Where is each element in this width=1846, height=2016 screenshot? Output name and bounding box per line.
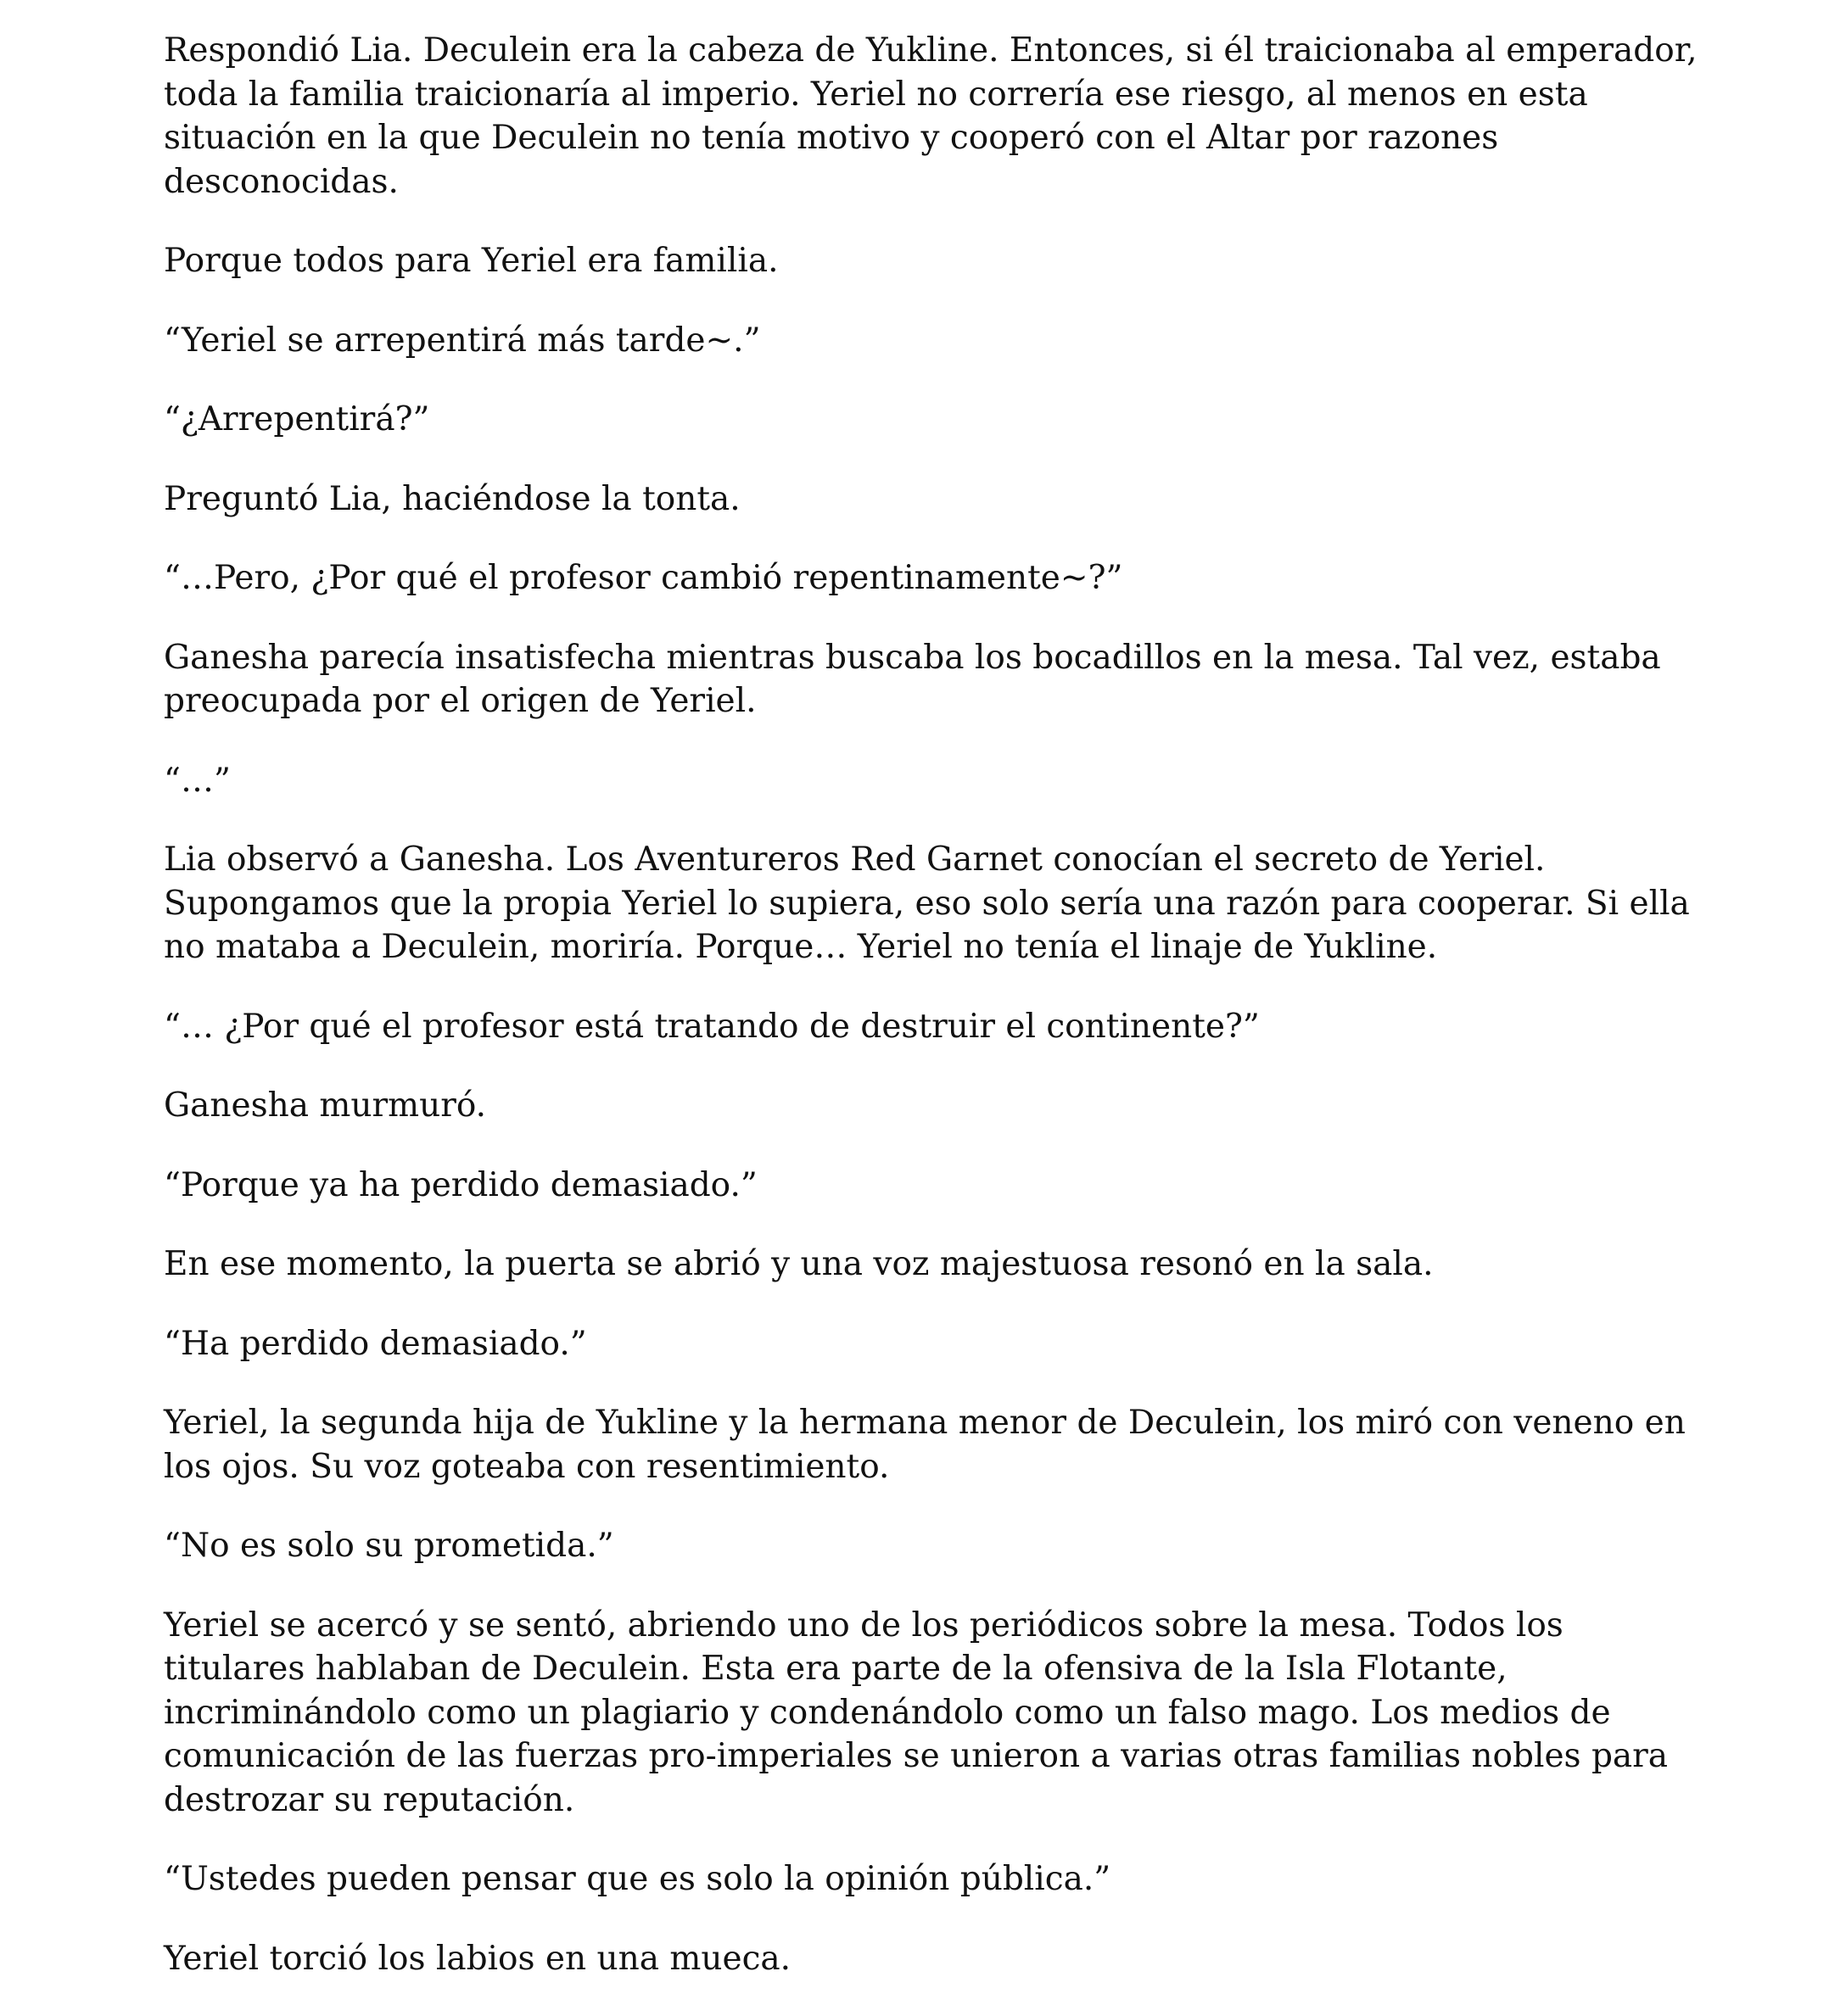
document-page <box>164 29 1708 2016</box>
paragraph: Ganesha murmuró. <box>164 1086 487 1125</box>
paragraph: “Ustedes pueden pensar que es solo la opinión pública.” <box>164 1860 1111 1898</box>
paragraph: Yeriel se acercó y se sentó, abriendo uno de los periódicos sobre la mesa. Todos los titulares hablaban de Deculein. Esta era parte de la ofensiva de la Isla Flotante, incriminándolo como un plagiario y condenándolo como un falso mago. Los medios de comunicación de las fuerzas pro-imperiales se unieron a varias otras familias nobles para destrozar su reputación. <box>164 1606 1669 1819</box>
paragraph: “…” <box>164 761 231 800</box>
paragraph: Respondió Lia. Deculein era la cabeza de Yukline. Entonces, si él traicionaba al emperador, toda la familia traicionaría al imperio. Yeriel no correría ese riesgo, al menos en esta situación en la que Deculein no tenía motivo y cooperó con el Altar por razones desconocidas. <box>164 31 1698 201</box>
paragraph: “No es solo su prometida.” <box>164 1527 614 1565</box>
paragraph: En ese momento, la puerta se abrió y una voz majestuosa resonó en la sala. <box>164 1245 1434 1283</box>
paragraph: “Ha perdido demasiado.” <box>164 1324 587 1363</box>
paragraph: Preguntó Lia, haciéndose la tonta. <box>164 479 741 518</box>
paragraph: “… ¿Por qué el profesor está tratando de destruir el continente?” <box>164 1007 1260 1046</box>
paragraph: Lia observó a Ganesha. Los Aventureros Red Garnet conocían el secreto de Yeriel. Supongamos que la propia Yeriel lo supiera, eso solo sería una razón para cooperar. Si ella no mataba a Deculein, moriría. Porque… Yeriel no tenía el linaje de Yukline. <box>164 840 1690 966</box>
paragraph: “¿Arrepentirá?” <box>164 400 430 438</box>
paragraph: “Yeriel se arrepentirá más tarde~.” <box>164 321 761 360</box>
paragraph: Ganesha parecía insatisfecha mientras buscaba los bocadillos en la mesa. Tal vez, estaba preocupada por el origen de Yeriel. <box>164 638 1661 720</box>
paragraph: Yeriel, la segunda hija de Yukline y la hermana menor de Deculein, los miró con veneno en los ojos. Su voz goteaba con resentimiento. <box>164 1404 1686 1486</box>
paragraph: Yeriel torció los labios en una mueca. <box>164 1939 792 1978</box>
paragraph: “Porque ya ha perdido demasiado.” <box>164 1165 758 1204</box>
paragraph: Porque todos para Yeriel era familia. <box>164 242 779 280</box>
paragraph: “…Pero, ¿Por qué el profesor cambió repentinamente~?” <box>164 559 1123 597</box>
